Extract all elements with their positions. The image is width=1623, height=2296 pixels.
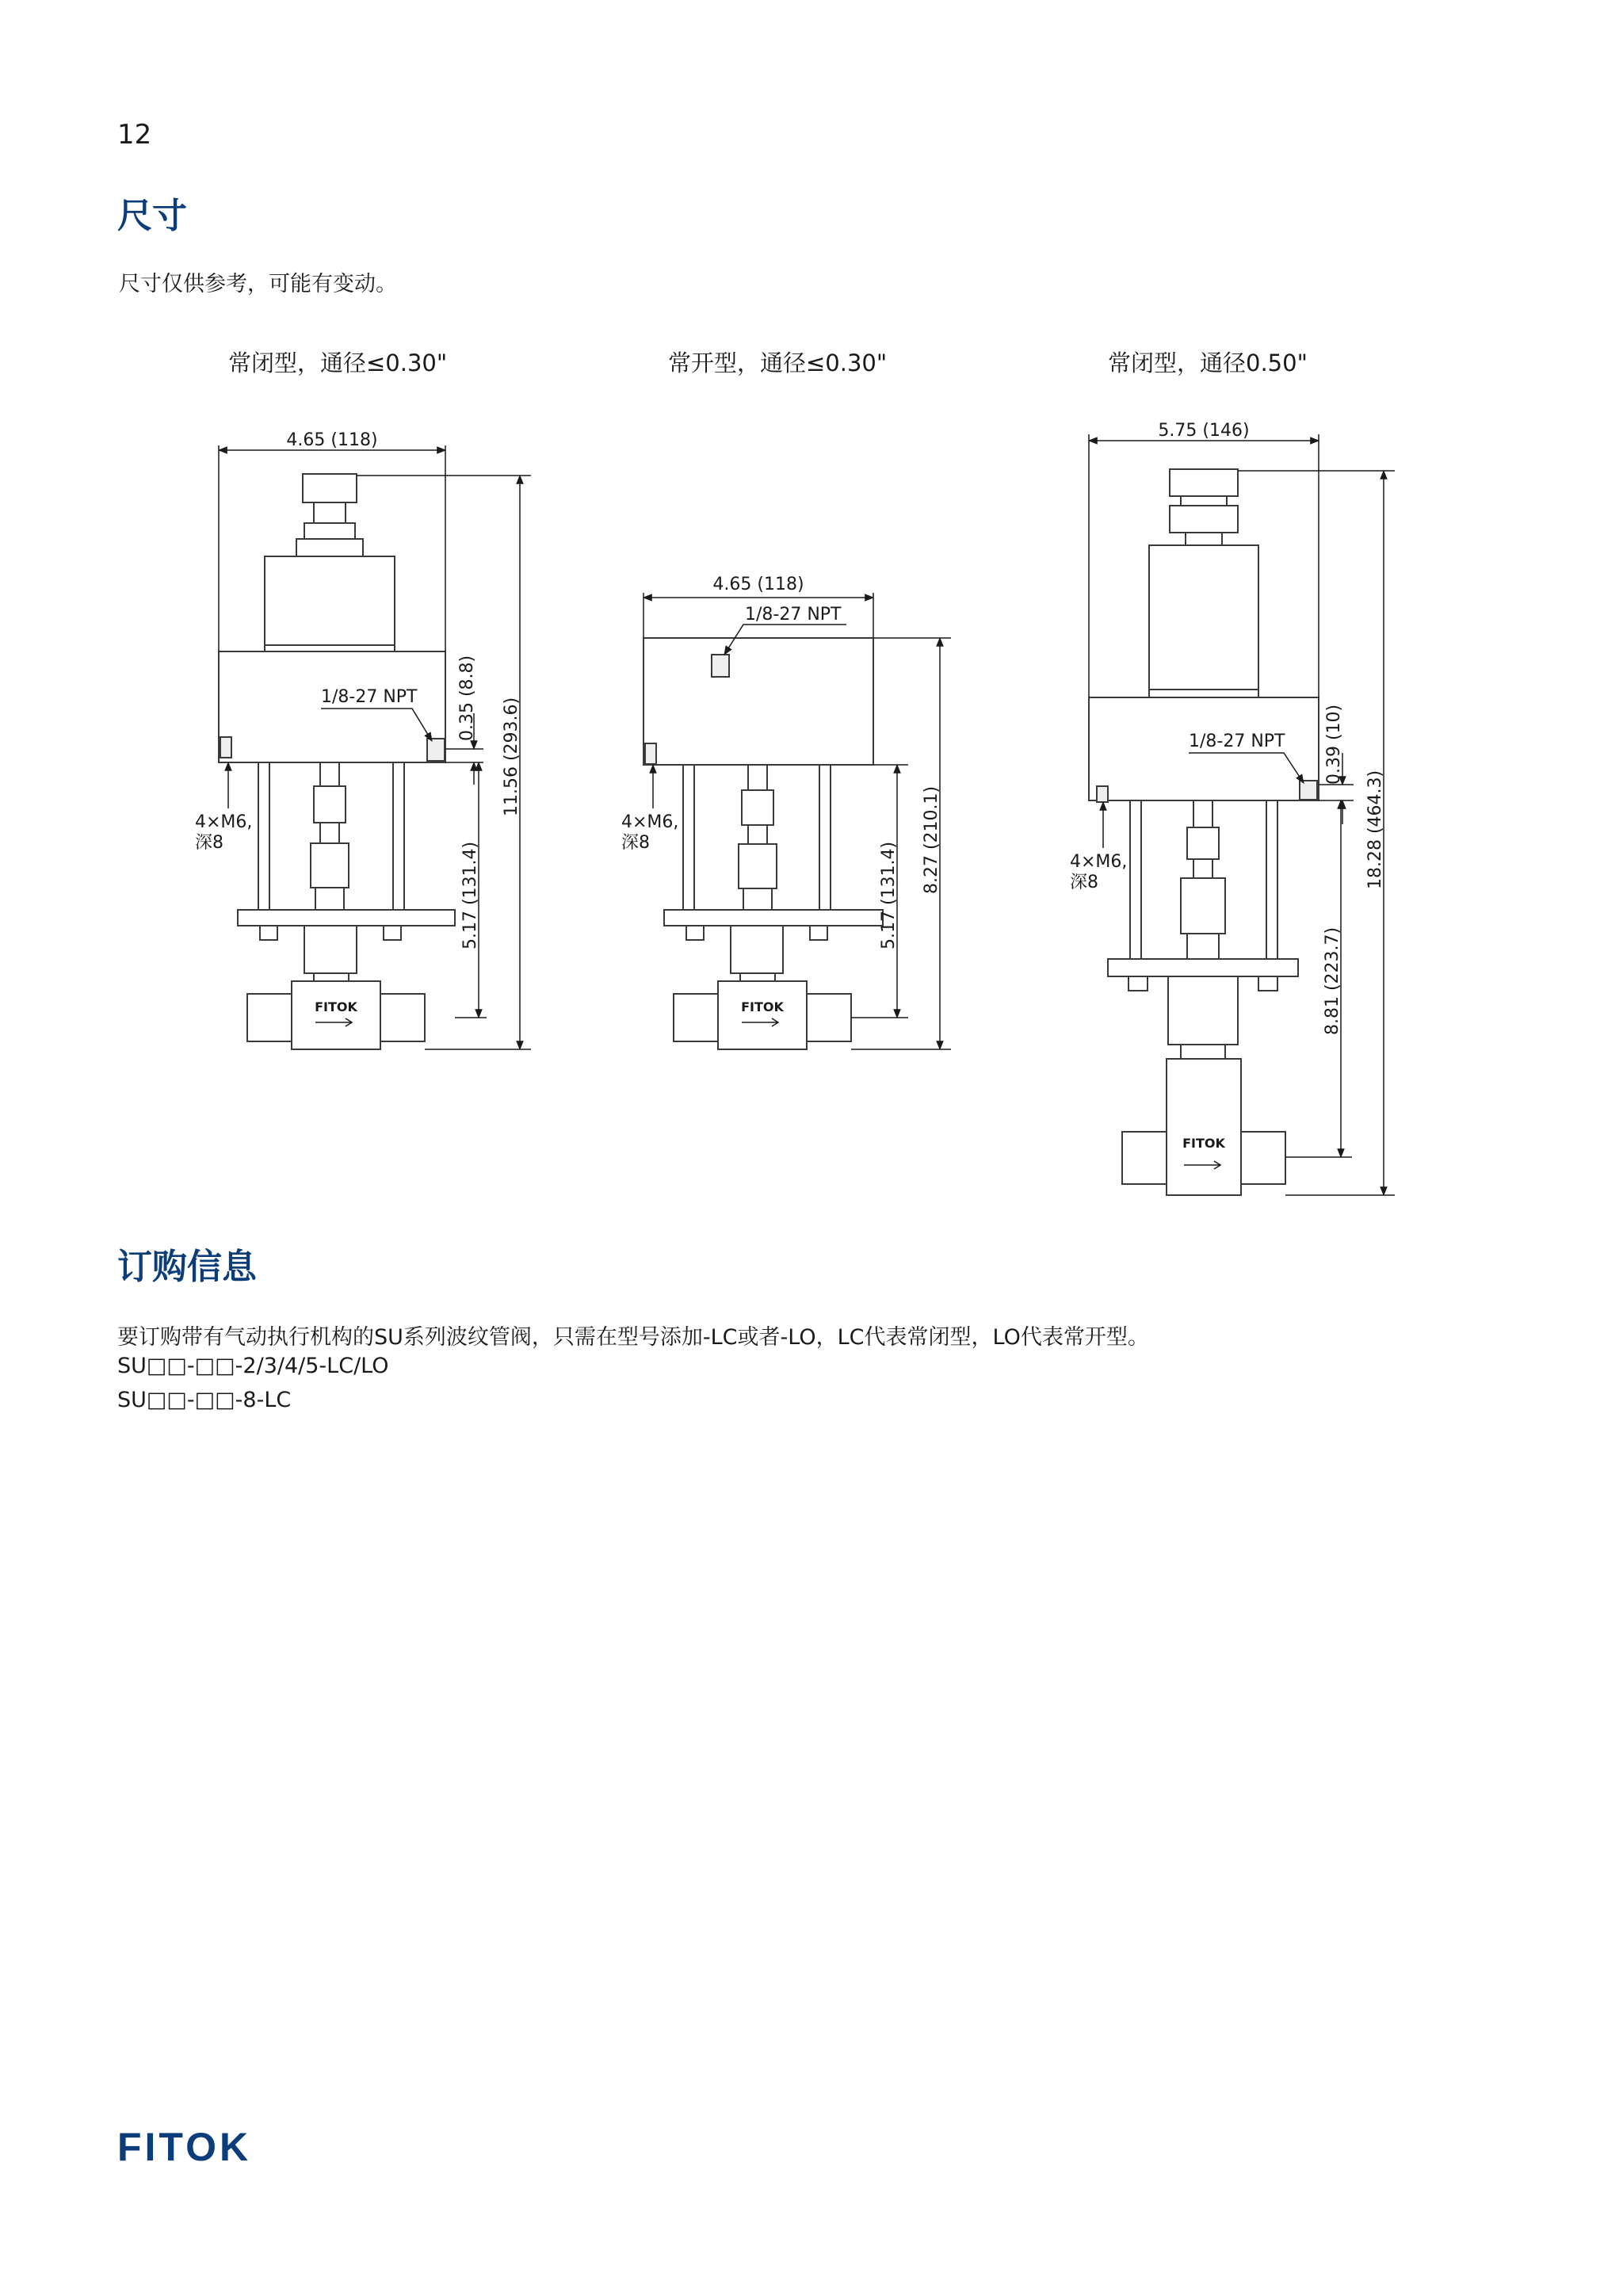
dimensions-title: 尺寸	[117, 196, 187, 236]
page-number: 12	[117, 119, 152, 151]
diagram-2-caption: 常开型，通径≤0.30"	[668, 350, 888, 376]
d1-mount-label-2: 深8	[195, 833, 223, 853]
d1-mount-label-1: 4×M6,	[195, 812, 253, 832]
diagram-1-caption: 常闭型，通径≤0.30"	[228, 350, 448, 376]
dimensions-note: 尺寸仅供参考，可能有变动。	[119, 272, 397, 296]
d2-body-logo: FITOK	[741, 999, 784, 1014]
d2-port-label: 1/8-27 NPT	[745, 605, 842, 625]
d1-width-label: 4.65 (118)	[286, 430, 378, 450]
d3-port-dim: 0.39 (10)	[1324, 704, 1344, 785]
ordering-title: 订购信息	[117, 1247, 257, 1287]
d3-mount-label-1: 4×M6,	[1070, 852, 1128, 872]
d1-flow-arrow-icon	[315, 1018, 352, 1026]
d1-port-dim: 0.35 (8.8)	[457, 655, 477, 741]
d2-mount-label-2: 深8	[621, 833, 650, 853]
d1-total-height: 11.56 (293.6)	[502, 697, 521, 816]
ordering-description: 要订购带有气动执行机构的SU系列波纹管阀，只需在型号添加-LC或者-LO，LC代表常闭型，LO代表常开型。	[117, 1325, 1149, 1350]
d2-mount-label-1: 4×M6,	[621, 812, 679, 832]
d3-lower-height: 8.81 (223.7)	[1323, 926, 1342, 1035]
d2-width-label: 4.65 (118)	[712, 575, 804, 594]
d3-total-height: 18.28 (464.3)	[1365, 770, 1385, 889]
fitok-logo: FITOK	[117, 2125, 252, 2169]
d2-total-height: 8.27 (210.1)	[922, 785, 941, 894]
d3-flow-arrow-icon	[1184, 1161, 1220, 1169]
d3-mount-label-2: 深8	[1070, 873, 1098, 892]
d1-lower-height: 5.17 (131.4)	[460, 841, 480, 949]
diagram-3-caption: 常闭型，通径0.50"	[1108, 350, 1308, 376]
d1-body-logo: FITOK	[315, 999, 357, 1014]
d2-flow-arrow-icon	[742, 1018, 778, 1026]
ordering-code-2: SU□□-□□-8-LC	[117, 1388, 292, 1412]
d3-body-logo: FITOK	[1182, 1136, 1225, 1151]
d3-port-label: 1/8-27 NPT	[1189, 732, 1285, 751]
d2-lower-height: 5.17 (131.4)	[879, 841, 899, 949]
d1-port-label: 1/8-27 NPT	[321, 687, 418, 707]
d3-width-label: 5.75 (146)	[1158, 421, 1250, 441]
ordering-code-1: SU□□-□□-2/3/4/5-LC/LO	[117, 1354, 389, 1378]
